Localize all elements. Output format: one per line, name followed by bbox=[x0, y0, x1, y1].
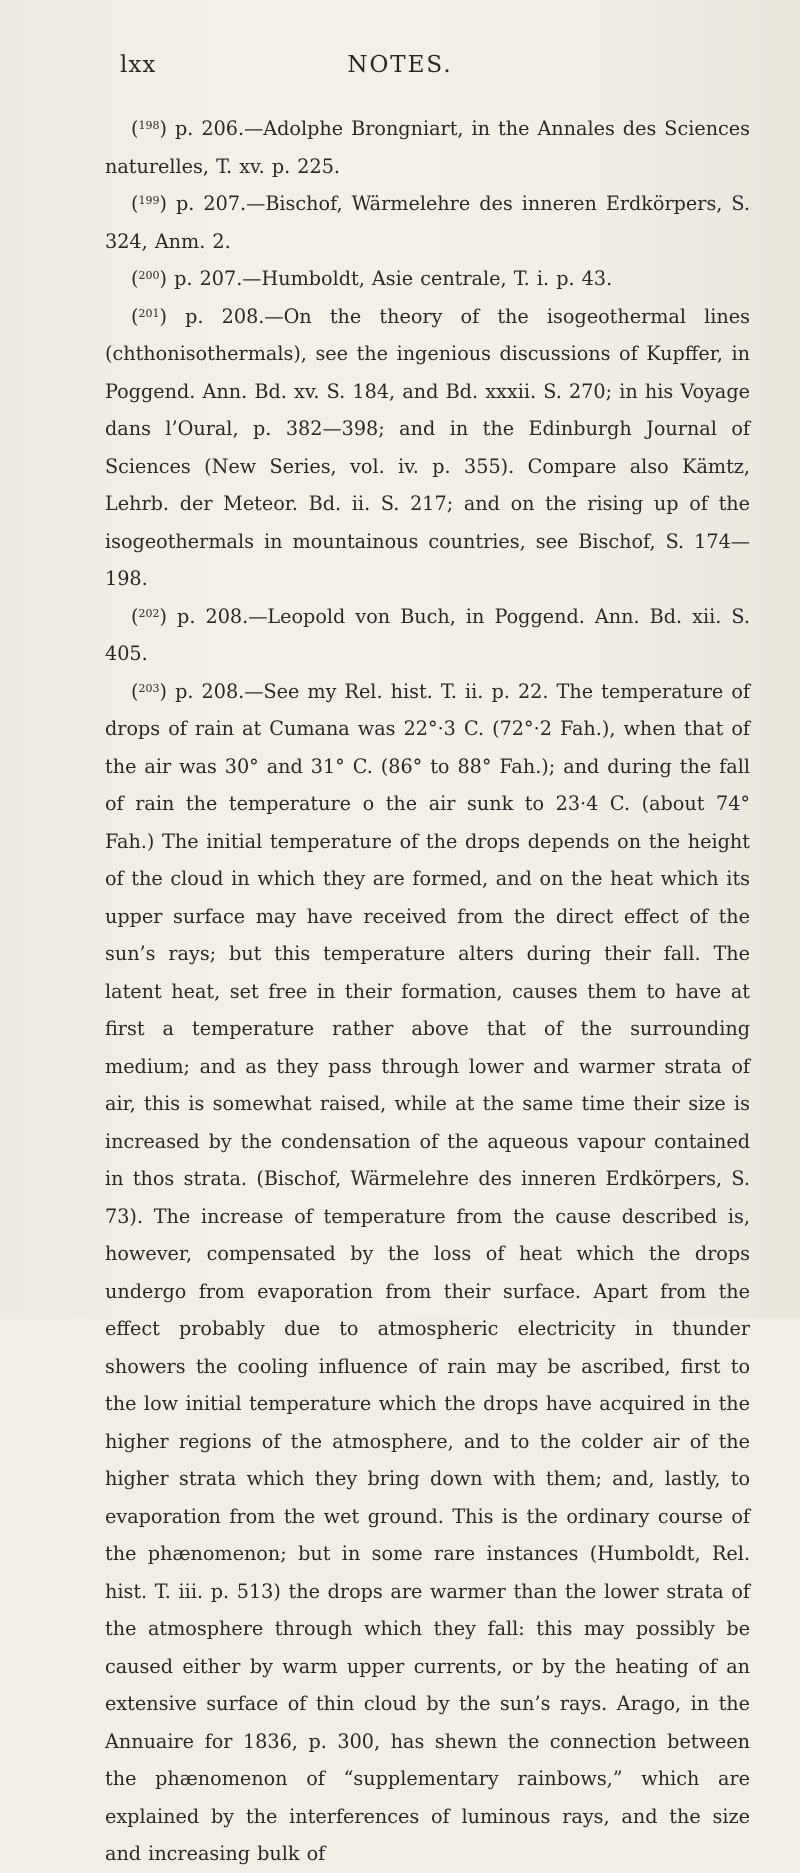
note-text: ) p. 207.—Humboldt, Asie centrale, T. i. p. 43. bbox=[159, 267, 613, 290]
note-ref: 203 bbox=[138, 681, 160, 695]
note-198: ($^{198}$) p. 206.—Adolphe Brongniart, in the Annales des Sciences naturelles, T. xv. p. 225. bbox=[105, 117, 750, 178]
note-199: ($^{199}$) p. 207.—Bischof, Wärmelehre des inneren Erdkörpers, S. 324, Anm. 2. bbox=[105, 192, 750, 253]
note-text: ) p. 207.—Bischof, Wärmelehre des inneren Erdkörpers, S. 324, Anm. 2. bbox=[105, 192, 750, 253]
note-202: ($^{202}$) p. 208.—Leopold von Buch, in Poggend. Ann. Bd. xii. S. 405. bbox=[105, 604, 750, 665]
note-ref: 202 bbox=[138, 606, 160, 620]
running-title: NOTES. bbox=[347, 52, 453, 78]
page-header bbox=[120, 52, 680, 80]
note-ref: 198 bbox=[138, 119, 160, 132]
note-ref: 199 bbox=[138, 194, 160, 207]
note-ref: 200 bbox=[138, 269, 160, 282]
note-text: ) p. 208.—Leopold von Buch, in Poggend. Ann. Bd. xii. S. 405. bbox=[105, 604, 750, 665]
note-ref: 201 bbox=[138, 306, 160, 320]
note-203: ($^{203}$) p. 208.—See my Rel. hist. T. ii. p. 22. The temperature of drops of rain at Cumana was 22°·3 C. (72°·2 Fah.), when that of the air was 30° and 31° C. (86° to 88° Fah.); and during the fall of rain the temperature o the air sunk to 23·4 C. (about 74° Fah.) The initial temperature of the drops depends on the height of the cloud in which they are formed, and on the heat which its upper surface may have received from the direct effect of the sun’s rays; but this temperature alters during their fall. The latent heat, set free in their formation, causes them to have at first a temperature rather above that of the surrounding medium; and as they pass through lower and warmer strata of air, this is somewhat raised, while at the same time their size is increased by the condensation of the aqueous vapour contained in thos strata. (Bischof, Wärmelehre des inneren Erdkörpers, S. 73). The increase of temperature from the cause described is, however, compensated by the loss of heat which the drops undergo from evaporation from their surface. Apart from the effect probably due to atmospheric electricity in thunder showers the cooling influence of rain may be ascribed, first to the low initial temperature which the drops have acquired in the higher regions of the atmosphere, and to the colder air of the higher strata which they bring down with them; and, lastly, to evaporation from the wet ground. This is the ordinary course of the phænomenon; but in some rare instances (Humboldt, Rel. hist. T. iii. p. 513) the drops are warmer than the lower strata of the atmosphere through which they fall: this may possibly be caused either by warm upper currents, or by the heating of an extensive surface of thin cloud by the sun’s rays. Arago, in the Annuaire for 1836, p. 300, has shewn the connection between the phænomenon of “supplementary rainbows,” which are explained by the interferences of luminous rays, and the size and increasing bulk of bbox=[105, 679, 750, 1865]
note-text: ) p. 208.—See my Rel. hist. T. ii. p. 22. The temperature of drops of rain at Cumana was 22°·3 C. (72°·2 Fah.), when that of the air was 30° and 31° C. (86° to 88° Fah.); and during the fall of rain the temperature o the air sunk to 23·4 C. (about 74° Fah.) The initial temperature of the drops depends on the height of the cloud in which they are formed, and on the heat which its upper surface may have received from the direct effect of the sun’s rays; but this temperature alters during their fall. The latent heat, set free in their formation, causes them to have at first a temperature rather above that of the surrounding medium; and as they pass through lower and warmer strata of air, this is somewhat raised, while at the same time their size is increased by the condensation of the aqueous vapour contained in thos strata. (Bischof, Wärmelehre des inneren Erdkörpers, S. 73). The increase of temperature from the cause described is, however, compensated by the loss of heat which the drops undergo from evaporation from their surface. Apart from the effect probably due to atmospheric electricity in thunder showers the cooling influence of rain may be ascribed, first to the low initial temperature which the drops have acquired in the higher regions of the atmosphere, and to the colder air of the higher strata which they bring down with them; and, lastly, to evaporation from the wet ground. This is the ordinary course of the phænomenon; but in some rare instances (Humboldt, Rel. hist. T. iii. p. 513) the drops are warmer than the lower strata of the atmosphere through which they fall: this may possibly be caused either by warm upper currents, or by the heating of an extensive surface of thin cloud by the sun’s rays. Arago, in the Annuaire for 1836, p. 300, has shewn the connection between the phænomenon of “supplementary rainbows,” which are explained by the interferences of luminous rays, and the size and increasing bulk of bbox=[105, 679, 750, 1865]
notes-section bbox=[105, 110, 750, 1873]
note-text: ) p. 206.—Adolphe Brongniart, in the Annales des Sciences naturelles, T. xv. p. 225. bbox=[105, 117, 750, 178]
note-200: ($^{200}$) p. 207.—Humboldt, Asie centrale, T. i. p. 43. bbox=[131, 267, 613, 290]
note-text: ) p. 208.—On the theory of the isogeothermal lines (chthonisothermals), see the ingenious discussions of Kupffer, in Poggend. Ann. Bd. xv. S. 184, and Bd. xxxii. S. 270; in his Voyage dans l’Oural, p. 382—398; and in the Edinburgh Journal of Sciences (New Series, vol. iv. p. 355). Compare also Kämtz, Lehrb. der Meteor. Bd. ii. S. 217; and on the rising up of the isogeothermals in mountainous countries, see Bischof, S. 174—198. bbox=[105, 304, 750, 590]
page-number: lxx bbox=[120, 52, 157, 78]
note-201: ($^{201}$) p. 208.—On the theory of the isogeothermal lines (chthonisothermals), see the ingenious discussions of Kupffer, in Poggend. Ann. Bd. xv. S. 184, and Bd. xxxii. S. 270; in his Voyage dans l’Oural, p. 382—398; and in the Edinburgh Journal of Sciences (New Series, vol. iv. p. 355). Compare also Kämtz, Lehrb. der Meteor. Bd. ii. S. 217; and on the rising up of the isogeothermals in mountainous countries, see Bischof, S. 174—198. bbox=[105, 304, 750, 590]
